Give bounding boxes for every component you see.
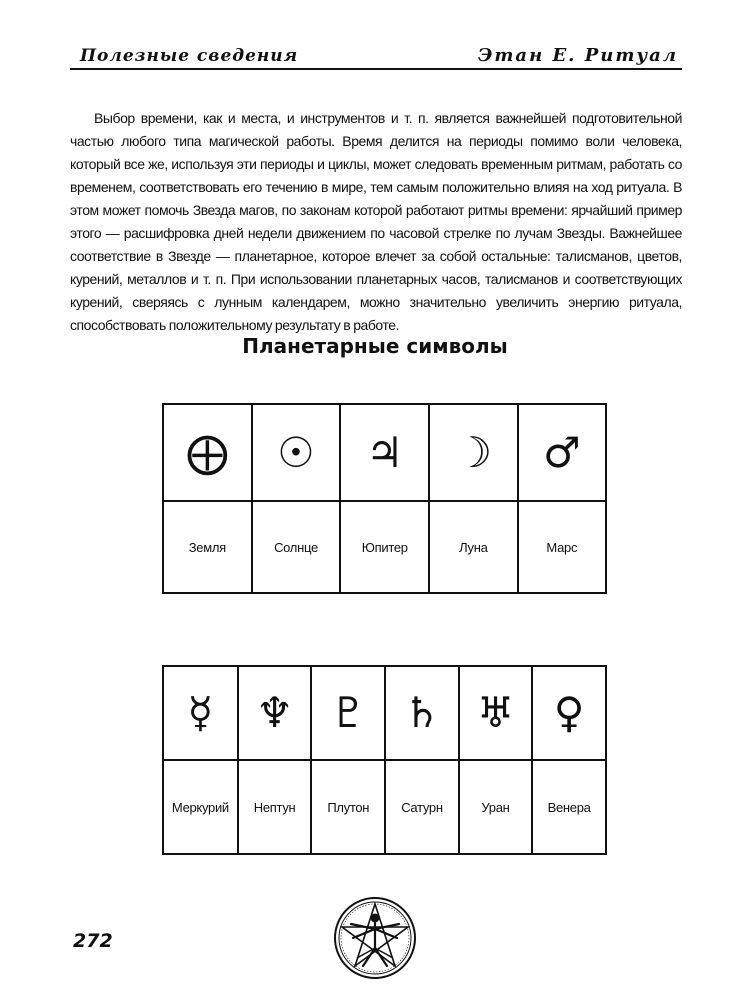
pluto-symbol-icon: ♇ <box>311 666 385 760</box>
venus-symbol-icon: ♀ <box>532 666 606 760</box>
planet-symbols-table-1 <box>162 403 607 594</box>
running-header <box>70 42 682 70</box>
moon-symbol-icon: ☽ <box>429 404 517 501</box>
earth-symbol-icon: ⨁ <box>163 404 252 501</box>
mars-symbol-icon: ♂ <box>518 404 606 501</box>
page-number: 272 <box>73 930 113 952</box>
mercury-symbol-icon: ☿ <box>163 666 238 760</box>
planet-symbols-table-2 <box>162 665 607 855</box>
planet-name-mars: Марс <box>518 501 606 593</box>
neptune-symbol-icon: ♆ <box>238 666 312 760</box>
sun-symbol-icon: ☉ <box>252 404 341 501</box>
saturn-symbol-icon: ♄ <box>385 666 459 760</box>
section-title: Планетарные символы <box>242 334 508 358</box>
planet-name-saturn: Сатурн <box>385 760 459 854</box>
body-paragraph: Выбор времени, как и места, и инструментов и т. п. является важнейшей подготовительной частью любого типа магической работы. Время делится на периоды помимо воли человека, который все же, используя эти периоды и циклы, может следовать временным ритмам, работать со временем, соответствовать его течению в мире, тем самым положительно влияя на ход ритуала. В этом может помочь Звезда магов, по законам которой работают ритмы времени: ярчайший пример этого — расшифровка дней недели движением по часовой стрелке по лучам Звезды. Важнейшее соответствие в Звезде — планетарное, которое влечет за собой остальные: талисманов, цветов, курений, металлов и т. п. При использовании планетарных часов, талисманов и соответствующих курений, сверяясь с лунным календарем, можно значительно увеличить энергию ритуала, способствовать положительному результату в работе. <box>70 110 682 333</box>
header-section-title: Полезные сведения <box>80 46 299 66</box>
header-book-title: Этан Е. Ритуал <box>478 45 678 66</box>
planet-name-jupiter: Юпитер <box>340 501 429 593</box>
planet-name-mercury: Меркурий <box>163 760 238 854</box>
planet-name-venus: Венера <box>532 760 606 854</box>
planet-name-moon: Луна <box>429 501 517 593</box>
planet-name-earth: Земля <box>163 501 252 593</box>
jupiter-symbol-icon: ♃ <box>340 404 429 501</box>
uranus-symbol-icon: ♅ <box>459 666 532 760</box>
vitruvian-pentagram-emblem-icon <box>333 896 417 980</box>
planet-name-uranus: Уран <box>459 760 532 854</box>
planet-name-pluto: Плутон <box>311 760 385 854</box>
planet-name-sun: Солнце <box>252 501 341 593</box>
planet-name-neptune: Нептун <box>238 760 312 854</box>
